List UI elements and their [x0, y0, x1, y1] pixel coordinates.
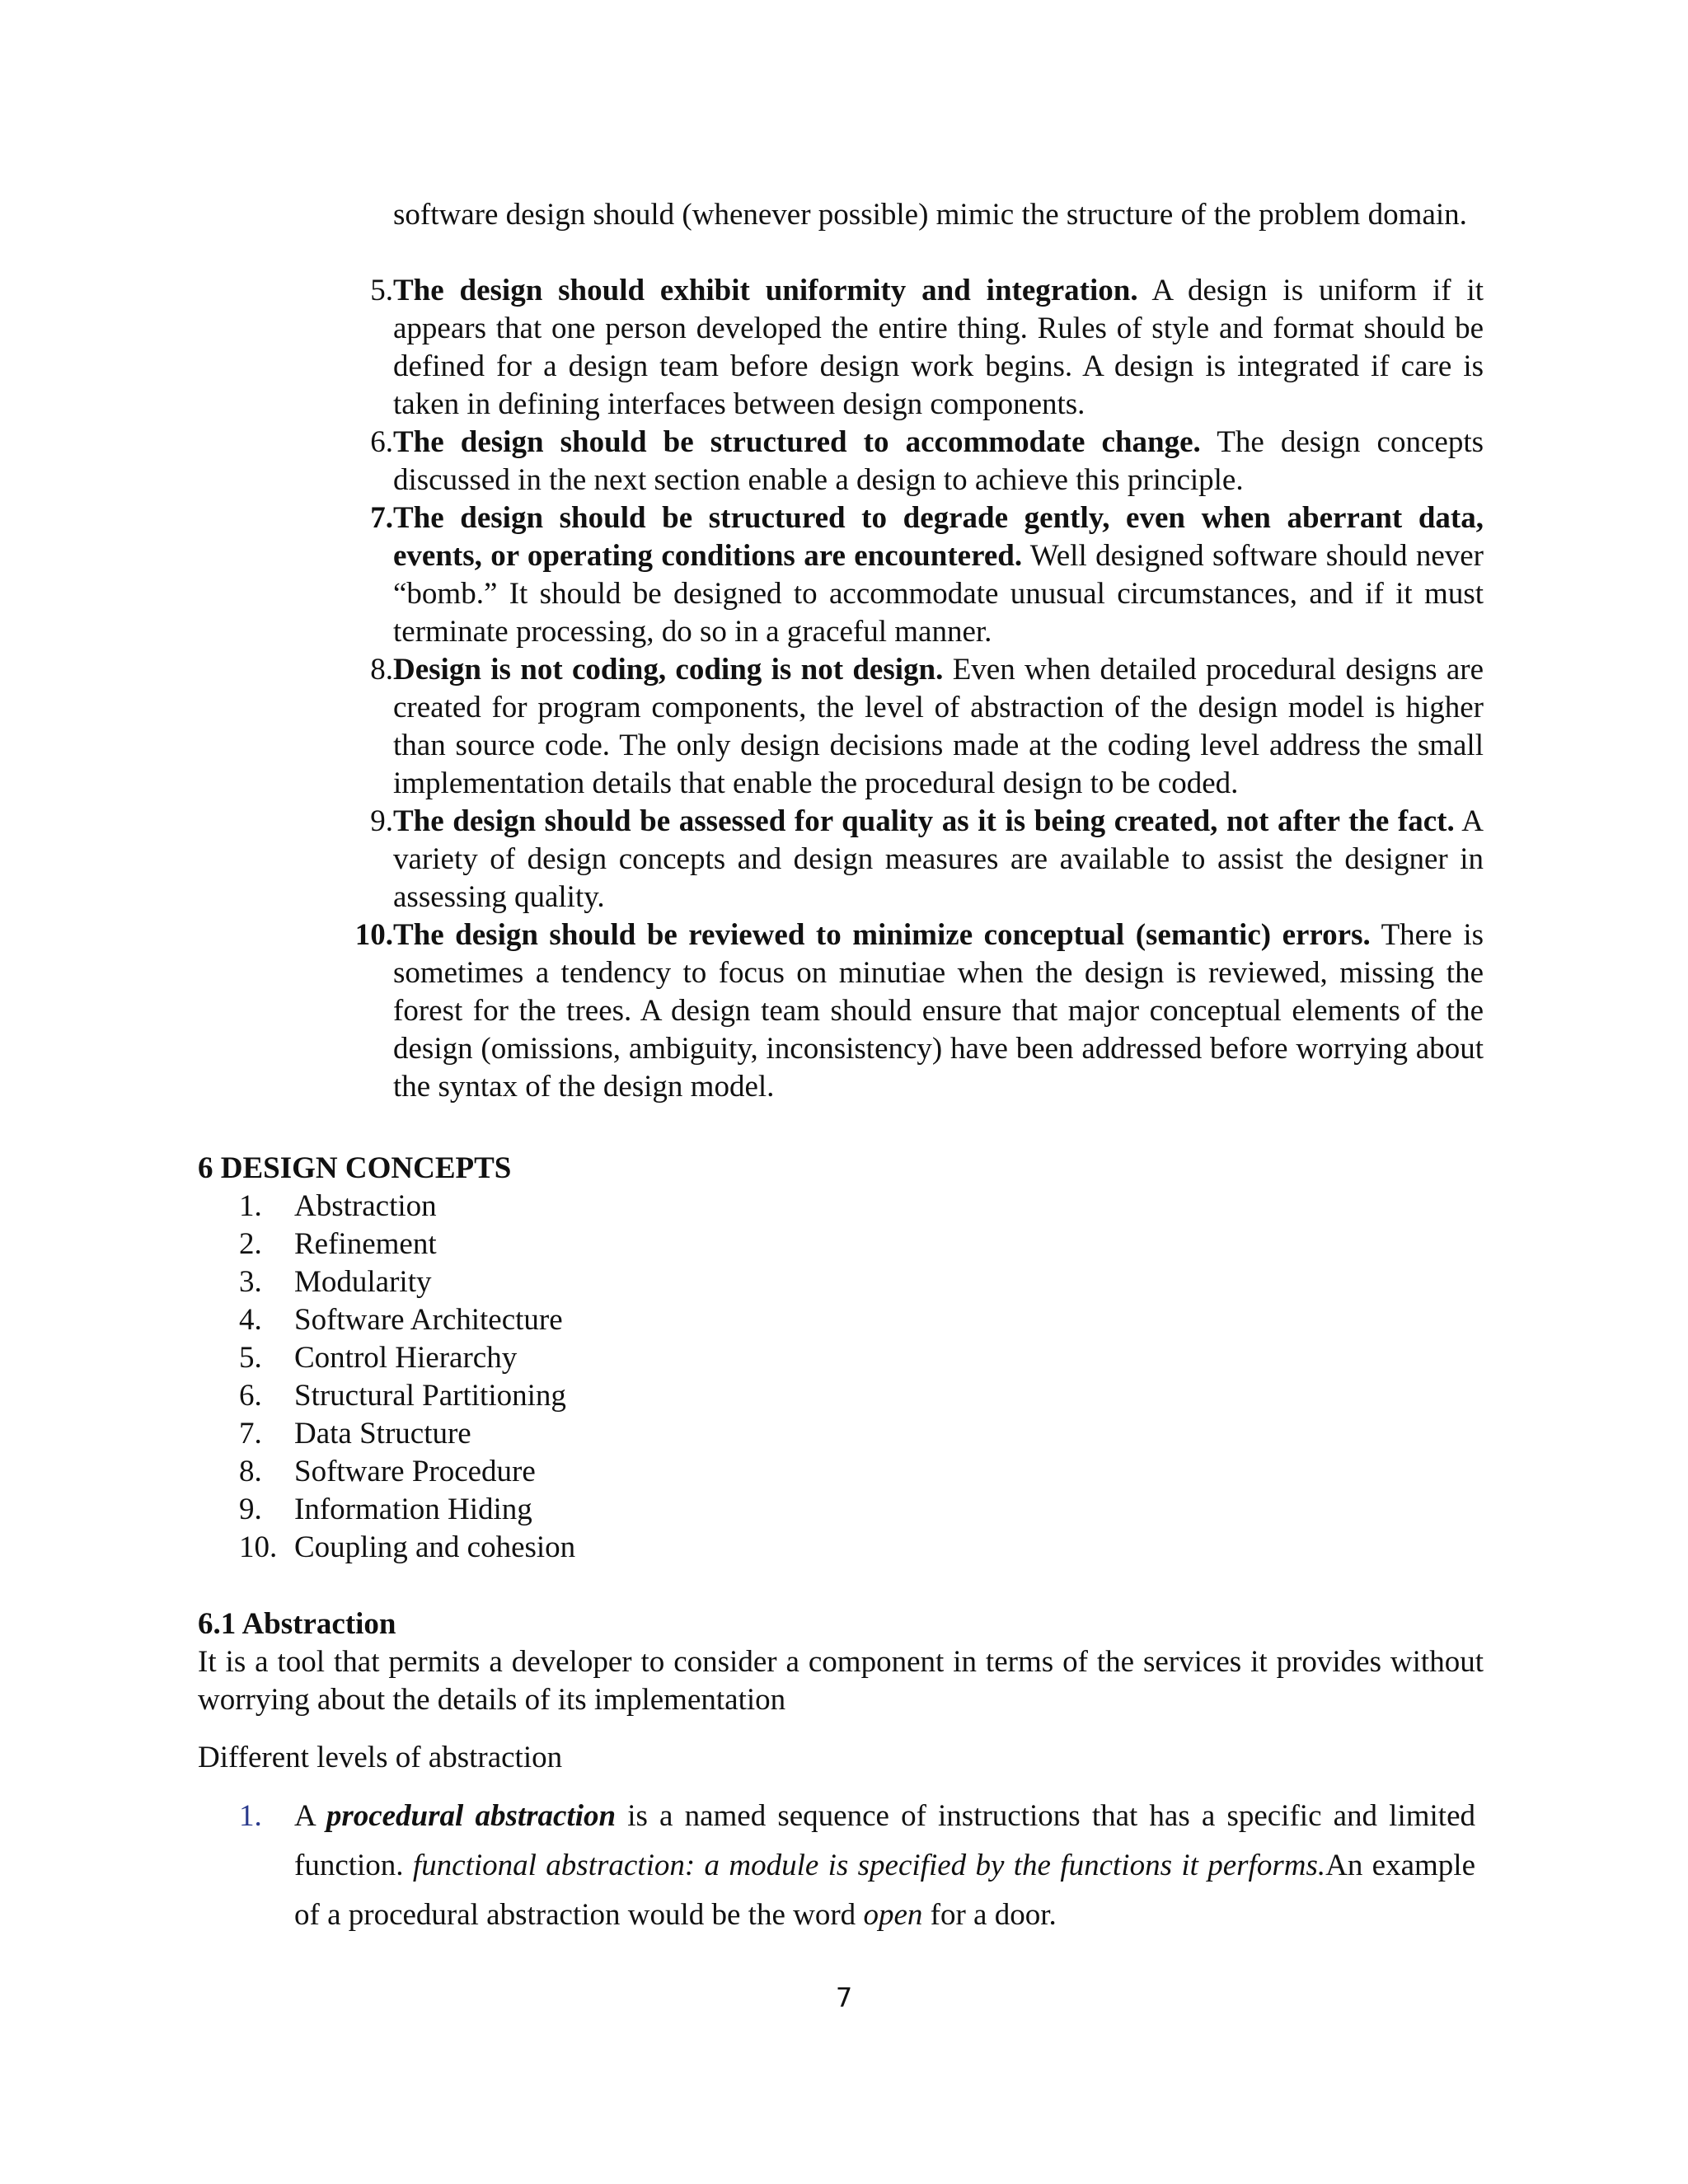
list-item [338, 499, 1484, 651]
list-item [239, 1453, 575, 1491]
subsection-heading: 6.1 Abstraction [198, 1607, 396, 1641]
list-item [239, 1415, 575, 1453]
principle-title: The design should be structured to accommodate change. [393, 425, 1201, 459]
list-number: 3. [239, 1265, 262, 1299]
list-text [393, 499, 1484, 651]
list-number: 5. [239, 1341, 262, 1375]
list-text [294, 1792, 1475, 1940]
abstraction-description: It is a tool that permits a developer to consider a component in terms of the services it provides without worrying about the details of its implementation [198, 1645, 1484, 1717]
list-text [393, 651, 1484, 803]
list-number: 8. [239, 1455, 262, 1488]
list-number: 9. [239, 1493, 262, 1526]
list-item [239, 1792, 1475, 1940]
list-number: 4. [239, 1303, 262, 1337]
section-heading: 6 DESIGN CONCEPTS [198, 1151, 512, 1185]
list-text [393, 424, 1484, 499]
principle-body: A variety of design concepts and design measures are available to assist the designer in assessing quality. [393, 804, 1484, 914]
concept-label: Control Hierarchy [294, 1341, 518, 1375]
principle-body: There is sometimes a tendency to focus on minutiae when the design is reviewed, missing the forest for the trees. A design team should ensure that major conceptual elements of the design (omissions, ambiguity, inconsistency) have been addressed before worrying about the syntax of the design model. [393, 918, 1484, 1104]
list-number: 1. [239, 1189, 262, 1223]
list-item [338, 424, 1484, 499]
list-number: 10. [354, 918, 393, 952]
list-item [338, 916, 1484, 1106]
list-number: 8. [370, 653, 393, 687]
concept-label: Coupling and cohesion [294, 1530, 576, 1564]
principle-body: Even when detailed procedural designs are created for program components, the level of abstraction of the design model is higher than source code. The only design decisions made at the coding level address the small implementation details that enable the procedural design to be coded. [393, 653, 1484, 800]
principle-title: Design is not coding, coding is not design. [393, 653, 944, 687]
list-number: 6. [370, 425, 393, 459]
intro-paragraph: software design should (whenever possible) mimic the structure of the problem domain. [393, 198, 1467, 232]
list-number: 10. [239, 1530, 278, 1564]
principle-title: The design should be reviewed to minimize conceptual (semantic) errors. [393, 918, 1371, 952]
concept-label: Abstraction [294, 1189, 437, 1223]
list-item [239, 1301, 575, 1339]
concept-label: Modularity [294, 1265, 432, 1299]
list-text [393, 803, 1484, 916]
principle-body: A design is uniform if it appears that one person developed the entire thing. Rules of style and format should be defined for a design team before design work begins. A design is integrated if care is taken in defining interfaces between design components. [393, 274, 1484, 421]
concept-label: Information Hiding [294, 1493, 532, 1526]
list-text [393, 916, 1484, 1106]
concept-label: Refinement [294, 1227, 437, 1261]
term-procedural-abstraction: procedural abstraction [326, 1799, 617, 1833]
list-item [239, 1263, 575, 1301]
principle-body: The design concepts discussed in the next section enable a design to achieve this principle. [393, 425, 1484, 497]
list-item [239, 1377, 575, 1415]
text-mid: is a named sequence of instructions that has a specific and limited function. [294, 1799, 1475, 1882]
list-item [338, 803, 1484, 916]
list-number: 2. [239, 1227, 262, 1261]
concept-label: Data Structure [294, 1417, 471, 1451]
text-tail: An example of a procedural abstraction would be the word [294, 1849, 1476, 1932]
principle-title: The design should be assessed for quality as it is being created, not after the fact. [393, 804, 1455, 838]
principle-title: The design should exhibit uniformity and integration. [393, 274, 1138, 307]
list-number: 5. [370, 274, 393, 307]
list-text [393, 272, 1484, 424]
principle-body: Well designed software should never “bomb.” It should be designed to accommodate unusual circumstances, and if it must terminate processing, do so in a graceful manner. [393, 539, 1484, 649]
list-item [338, 272, 1484, 424]
list-number: 9. [370, 804, 393, 838]
functional-abstraction-note: functional abstraction: a module is specified by the functions it performs. [412, 1849, 1326, 1882]
list-item [239, 1529, 575, 1567]
list-item [239, 1226, 575, 1263]
list-item [239, 1339, 575, 1377]
text-lead: A [294, 1799, 326, 1833]
text-end: for a door. [922, 1898, 1057, 1932]
concept-label: Structural Partitioning [294, 1379, 566, 1413]
list-number: 7. [239, 1417, 262, 1451]
concept-label: Software Architecture [294, 1303, 563, 1337]
concept-label: Software Procedure [294, 1455, 536, 1488]
page-number: 7 [835, 1982, 853, 2013]
list-item [338, 651, 1484, 803]
design-principles-list [338, 272, 1484, 1106]
list-number: 6. [239, 1379, 262, 1413]
list-number: 1. [239, 1799, 262, 1833]
principle-title: The design should be structured to degrade gently, even when aberrant data, events, or operating conditions are encountered. [393, 501, 1484, 573]
example-word: open [863, 1898, 923, 1932]
levels-label: Different levels of abstraction [198, 1741, 563, 1774]
design-concepts-list [239, 1188, 575, 1567]
list-item [239, 1188, 575, 1226]
abstraction-levels-list [239, 1792, 1475, 1940]
list-number: 7. [370, 501, 393, 535]
list-item [239, 1491, 575, 1529]
